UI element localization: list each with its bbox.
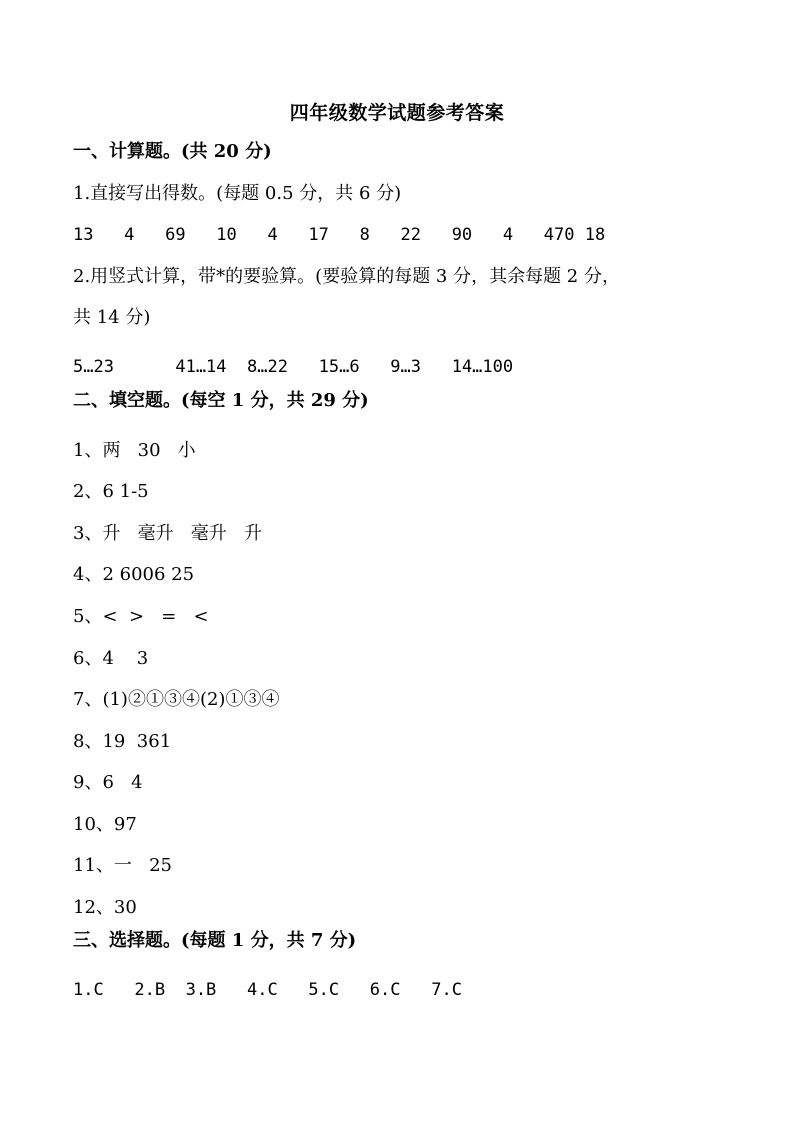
list-item: 3、升 毫升 毫升 升 <box>73 523 262 544</box>
section2-heading: 二、填空题。(每空 1 分，共 29 分) <box>73 390 369 411</box>
section1-heading: 一、计算题。(共 20 分) <box>73 141 272 162</box>
list-item: 5、< > = < <box>73 606 209 627</box>
list-item: 6、4 3 <box>73 648 149 669</box>
list-item: 7、(1)②①③④(2)①③④ <box>73 689 280 710</box>
list-item: 11、一 25 <box>73 855 172 876</box>
section1-q1-answers: 13 4 69 10 4 17 8 22 90 4 470 18 <box>73 225 606 245</box>
list-item: 2、6 1-5 <box>73 481 149 502</box>
section3-heading: 三、选择题。(每题 1 分，共 7 分) <box>73 930 357 951</box>
list-item: 8、19 361 <box>73 731 172 752</box>
list-item: 4、2 6006 25 <box>73 564 195 585</box>
list-item: 9、6 4 <box>73 772 143 793</box>
section1-q1-label: 1.直接写出得数。(每题 0.5 分，共 6 分) <box>73 183 402 204</box>
section1-q2-label-line1: 2.用竖式计算，带*的要验算。(要验算的每题 3 分，其余每题 2 分， <box>73 266 620 287</box>
section3-answers: 1.C 2.B 3.B 4.C 5.C 6.C 7.C <box>73 980 462 1000</box>
section1-q2-label-line2: 共 14 分) <box>73 307 151 328</box>
list-item: 12、30 <box>73 897 137 918</box>
section1-q2-answers: 5…23 41…14 8…22 15…6 9…3 14…100 <box>73 357 514 377</box>
list-item: 10、97 <box>73 814 137 835</box>
list-item: 1、两 30 小 <box>73 440 196 461</box>
page-title: 四年级数学试题参考答案 <box>289 102 505 124</box>
